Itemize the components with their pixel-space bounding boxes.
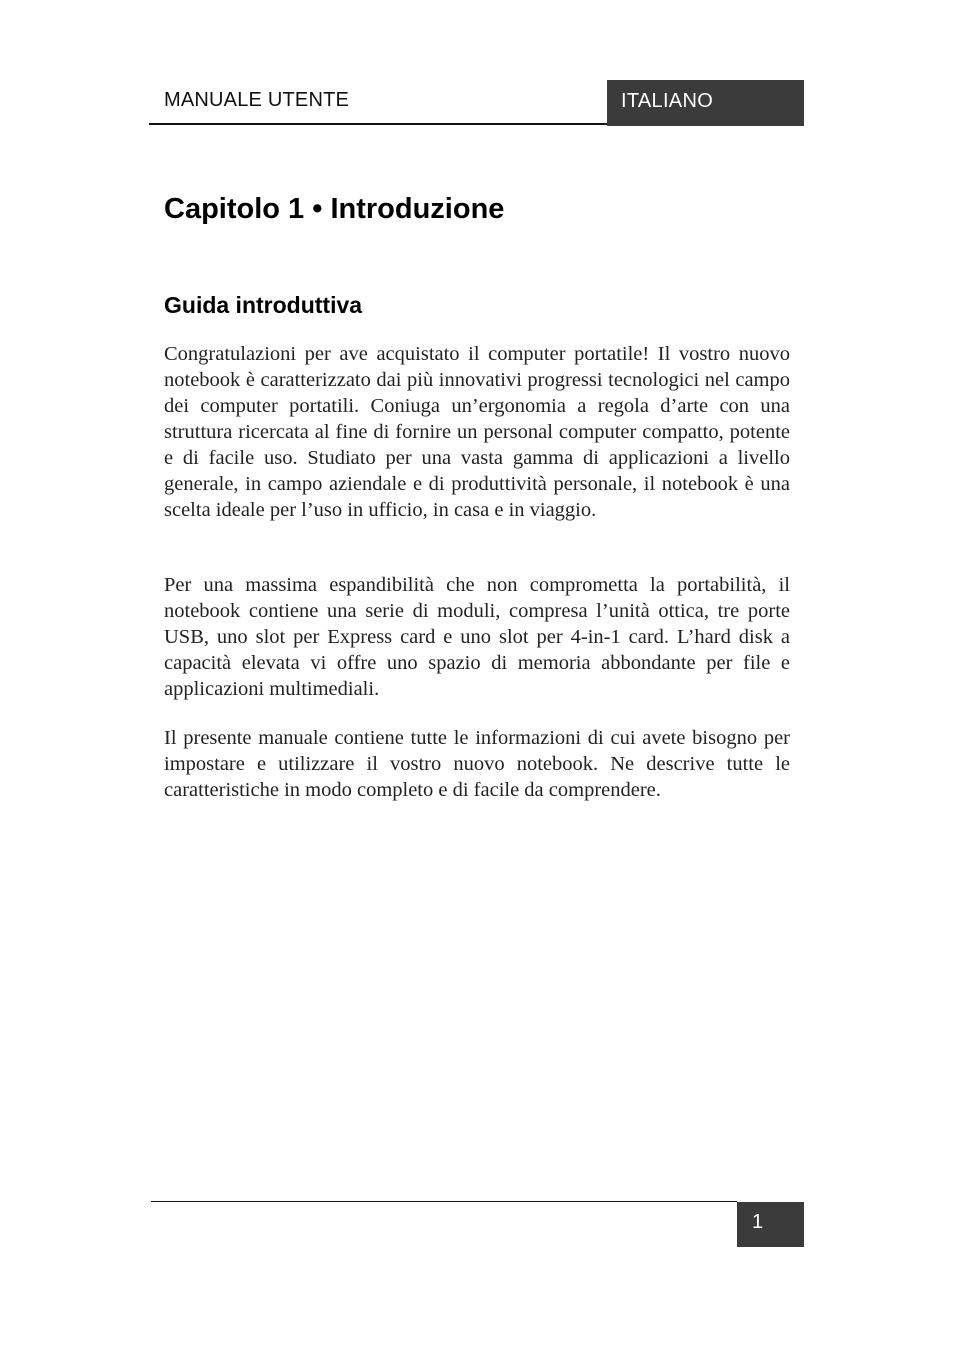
page-number: 1 [737,1202,804,1247]
chapter-title: Capitolo 1 • Introduzione [164,193,505,225]
manual-scope-paragraph: Il presente manuale contiene tutte le informazioni di cui avete bisogno per impostare e utilizzare il vostro nuovo notebook. Ne descrive tutte le caratteristiche in modo completo e di facile da comprendere. [164,727,790,801]
manual-header-label: MANUALE UTENTE [164,89,350,111]
header-divider [149,123,607,125]
footer-divider [151,1201,737,1202]
features-paragraph: Per una massima espandibilità che non comprometta la portabilità, il notebook contiene una serie di moduli, compresa l’unità ottica, tre porte USB, uno slot per Express card e uno slot per 4-in-1 card. L’hard disk a capacità elevata vi offre uno spazio di memoria abbondante per file e applicazioni multimediali. [164,574,790,700]
language-tab: ITALIANO [607,80,804,126]
intro-paragraph: Congratulazioni per ave acquistato il computer portatile! Il vostro nuovo notebook è caratterizzato dai più innovativi progressi tecnologici nel campo dei computer portatili. Coniuga un’ergonomia a regola d’arte con una struttura ricercata al fine di fornire un personal computer compatto, potente e di facile uso. Studiato per una vasta gamma di applicazioni a livello generale, in campo aziendale e di produttività personale, il notebook è una scelta ideale per l’uso in ufficio, in casa e in viaggio. [164,343,790,521]
section-title: Guida introduttiva [164,292,363,318]
